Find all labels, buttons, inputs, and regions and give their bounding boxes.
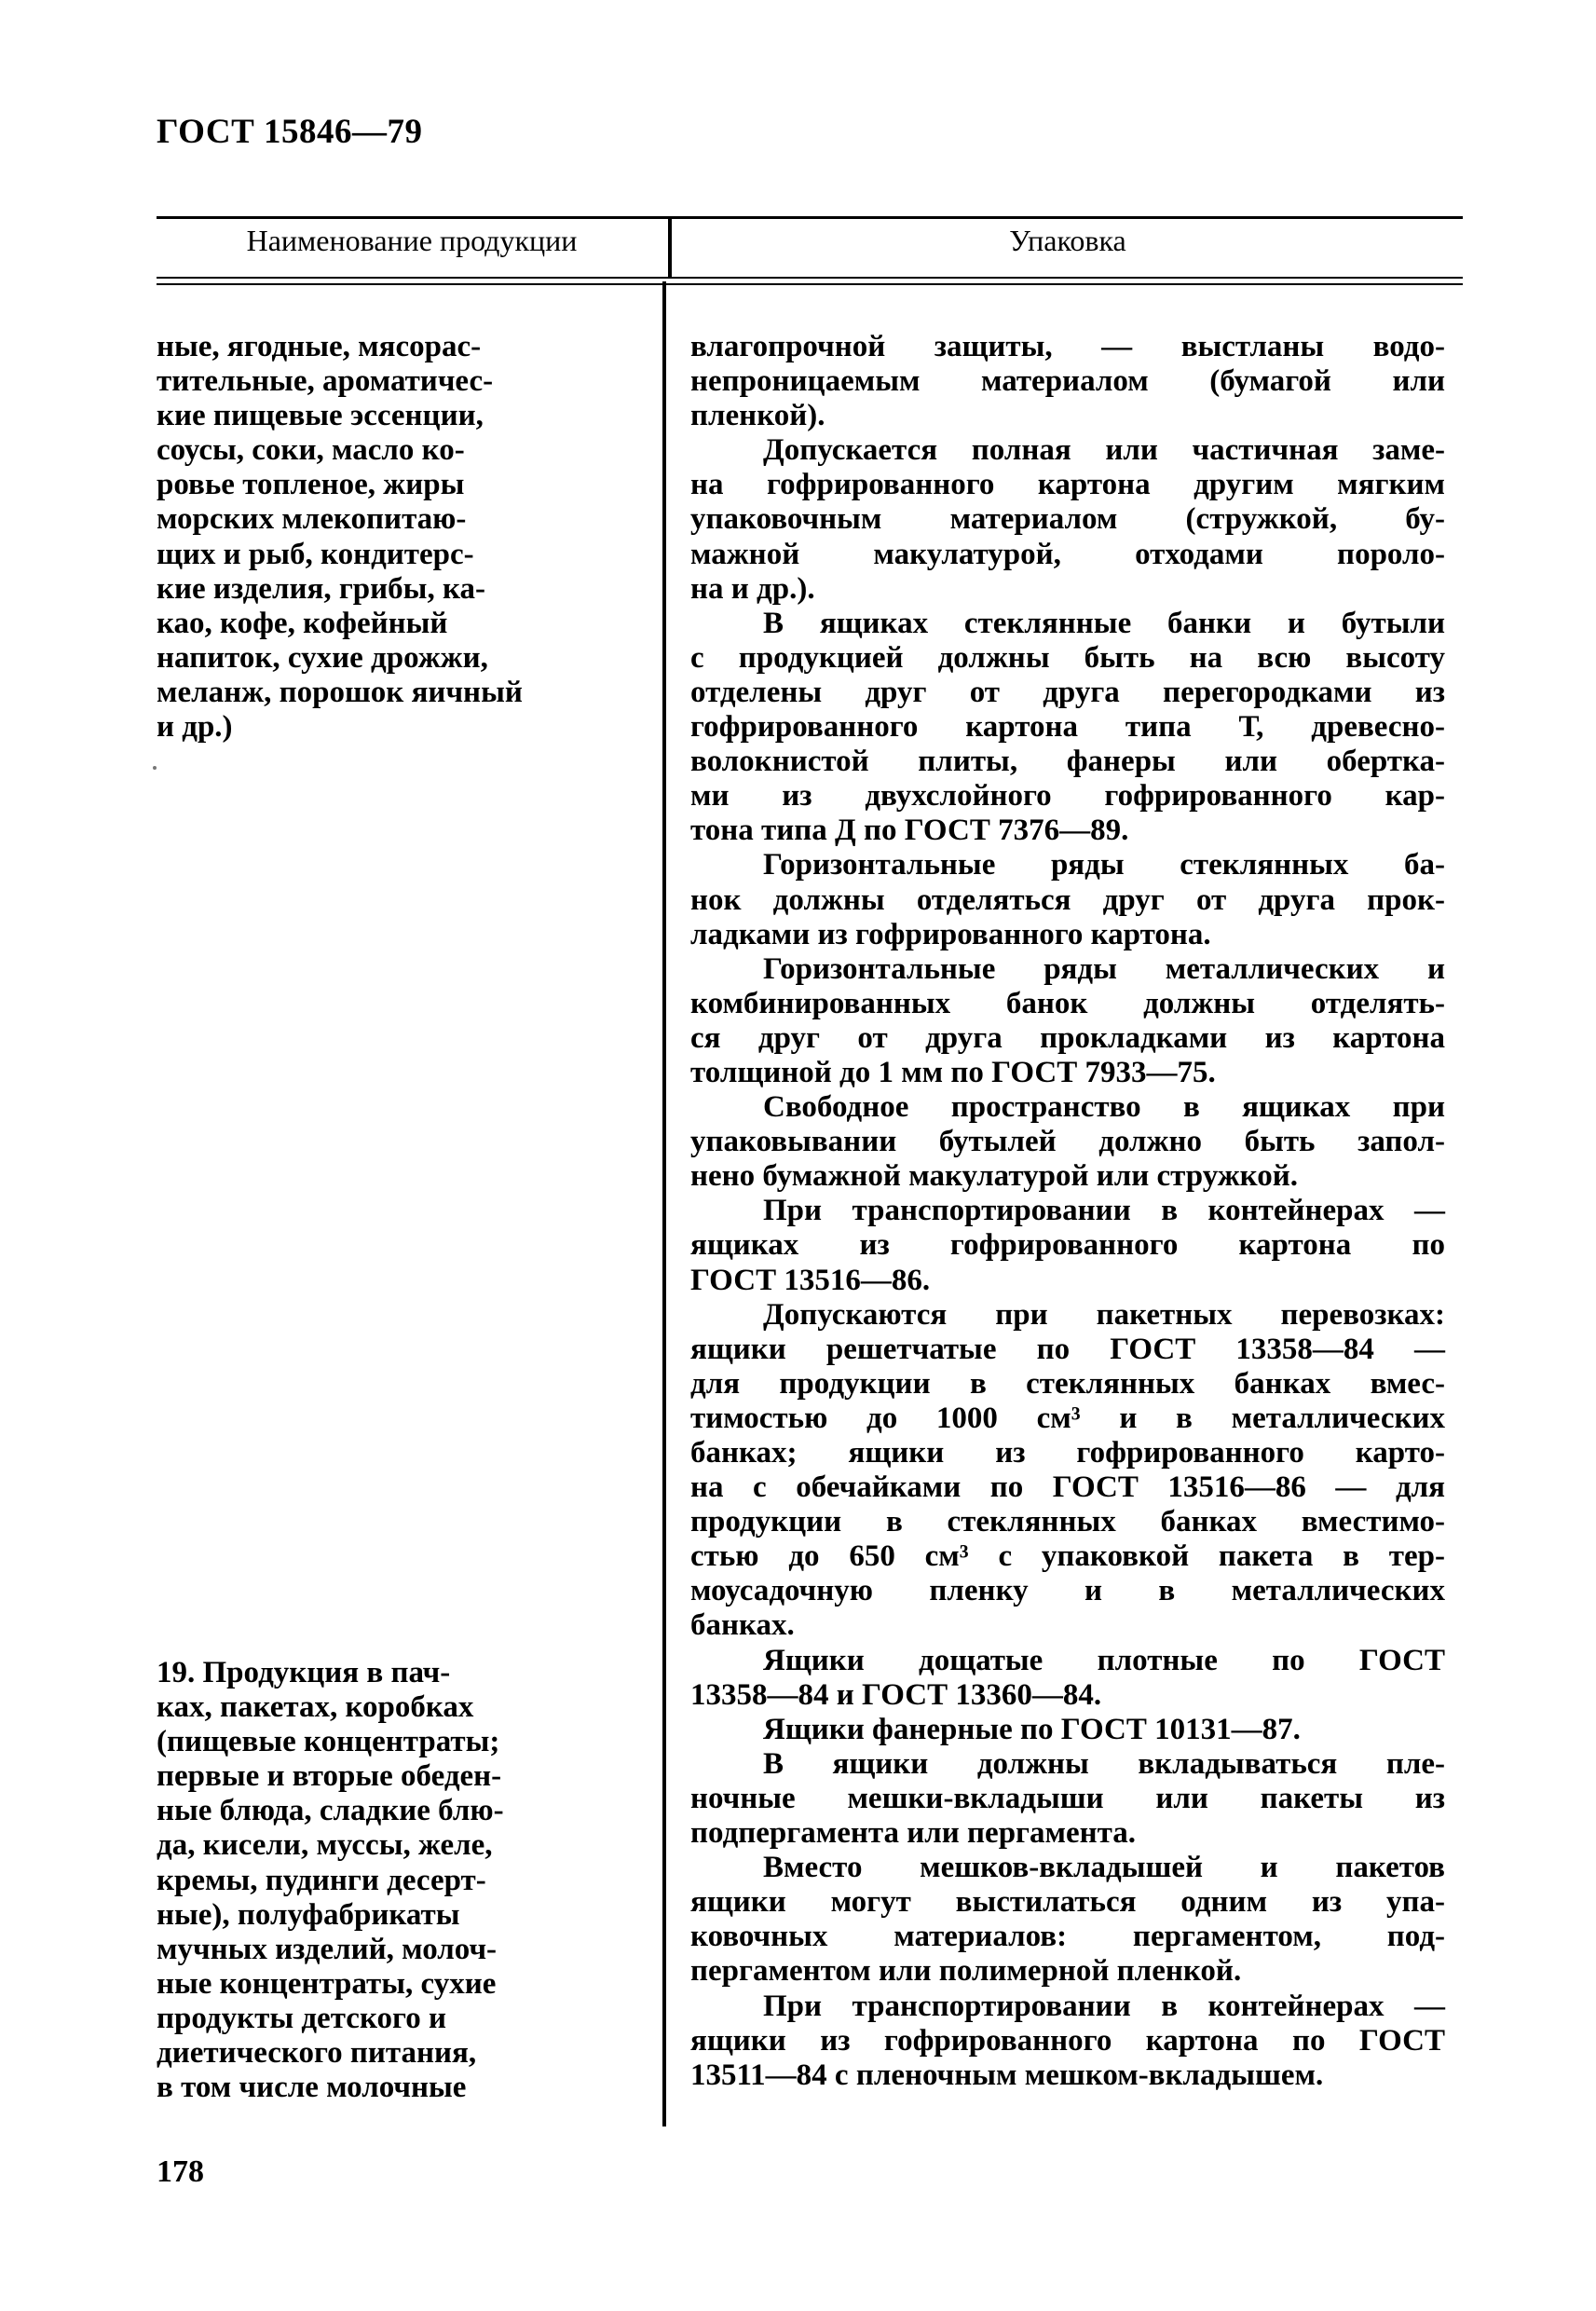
packaging-text-line: банках; ящики из гофрированного карто- [690, 1436, 1445, 1470]
packaging-text-line: При транспортировании в контейнерах — [763, 1194, 1445, 1228]
packaging-text-line: пергаментом или полимерной пленкой. [690, 1954, 1242, 1989]
packaging-text-line: толщиной до 1 мм по ГОСТ 7933—75. [690, 1055, 1216, 1089]
product-text-line: и др.) [157, 710, 233, 745]
product-text-line: морских млекопитаю- [157, 502, 467, 537]
product-text-line: ках, пакетах, коробках [157, 1690, 474, 1725]
product-text-line: щих и рыб, кондитерс- [157, 537, 474, 571]
product-text-line: мучных изделий, молоч- [157, 1932, 498, 1966]
product-text-line: ные, ягодные, мясорас- [157, 330, 482, 363]
packaging-text-line: ящики могут выстилаться одним из упа- [690, 1885, 1445, 1920]
packaging-text-line: продукции в стеклянных банках вместимо- [690, 1505, 1445, 1539]
product-cell-continued [157, 330, 602, 745]
product-text-line: кремы, пудинги десерт- [157, 1863, 486, 1897]
packaging-text-line: на и др.). [690, 571, 815, 606]
packaging-text-line: на гофрированного картона другим мягким [690, 468, 1445, 502]
packaging-text-line: пленкой). [690, 399, 825, 433]
product-text-line: кие пищевые эссенции, [157, 399, 484, 433]
packaging-text-line: тона типа Д по ГОСТ 7376—89. [690, 814, 1129, 848]
packaging-text-line: ящиках из гофрированного картона по [690, 1228, 1445, 1263]
product-text-line: ные блюда, сладкие блю- [157, 1794, 504, 1828]
packaging-text-line: тимостью до 1000 см³ и в металлических [690, 1401, 1445, 1435]
packaging-text-line: Свободное пространство в ящиках при [763, 1090, 1445, 1125]
packaging-text-line: мажной макулатурой, отходами пороло- [690, 537, 1445, 571]
packaging-text-line: нок должны отделяться друг от друга прок- [690, 882, 1445, 917]
packaging-text-line: ся друг от друга прокладками из картона [690, 1020, 1445, 1055]
packaging-text-line: банках. [690, 1608, 795, 1643]
packaging-text-line: 13358—84 и ГОСТ 13360—84. [690, 1677, 1102, 1712]
packaging-text-line: Горизонтальные ряды стеклянных ба- [763, 848, 1445, 882]
product-text-line: кие изделия, грибы, ка- [157, 571, 485, 606]
packaging-text-line: Ящики дощатые плотные по ГОСТ [763, 1643, 1445, 1677]
document-header: ГОСТ 15846—79 [157, 113, 423, 151]
product-text-line: меланж, порошок яичный [157, 675, 523, 709]
scan-speck [153, 766, 157, 770]
packaging-text-line: ночные мешки-вкладыши или пакеты из [690, 1781, 1445, 1815]
packaging-text-line: ми из двухслойного гофрированного кар- [690, 779, 1445, 814]
product-text-line: напиток, сухие дрожжи, [157, 640, 488, 675]
packaging-text-line: волокнистой плиты, фанеры или обертка- [690, 745, 1445, 779]
packaging-text-line: В ящики должны вкладываться пле- [763, 1746, 1445, 1781]
header-column-divider [668, 218, 672, 278]
product-text-line: первые и вторые обеден- [157, 1759, 502, 1794]
product-text-line: соусы, соки, масло ко- [157, 433, 465, 468]
column-header-product-name: Наименование продукции [246, 224, 578, 257]
packaging-text-line: подпергамента или пергамента. [690, 1816, 1137, 1851]
packaging-text-line: ящики из гофрированного картона по ГОСТ [690, 2023, 1445, 2058]
packaging-text-line: комбинированных банок должны отделять- [690, 986, 1445, 1020]
packaging-text-line: гофрированного картона типа Т, древесно- [690, 710, 1445, 745]
page-number: 178 [157, 2154, 204, 2189]
table-top-rule [157, 216, 1463, 219]
packaging-text-line: нено бумажной макулатурой или стружкой. [690, 1159, 1299, 1194]
packaging-cell [690, 330, 1445, 2093]
packaging-text-line: ГОСТ 13516—86. [690, 1263, 931, 1297]
packaging-text-line: ящики решетчатые по ГОСТ 13358—84 — [690, 1332, 1445, 1366]
packaging-text-line: с продукцией должны быть на всю высоту [690, 640, 1445, 675]
packaging-text-line: на с обечайками по ГОСТ 13516—86 — для [690, 1470, 1445, 1505]
packaging-text-line: для продукции в стеклянных банках вмес- [690, 1366, 1445, 1401]
product-cell-item-19 [157, 1656, 602, 2105]
product-text-line: тительные, ароматичес- [157, 364, 494, 399]
product-text-line: в том числе молочные [157, 2071, 467, 2105]
packaging-text-line: Вместо мешков-вкладышей и пакетов [763, 1851, 1445, 1885]
packaging-text-line: Допускается полная или частичная заме- [763, 433, 1445, 468]
packaging-text-line: ладками из гофрированного картона. [690, 917, 1211, 951]
packaging-text-line: При транспортировании в контейнерах — [763, 1989, 1445, 2023]
product-text-line: као, кофе, кофейный [157, 606, 448, 640]
packaging-text-line: влагопрочной защиты, — выстланы водо- [690, 330, 1445, 363]
packaging-text-line: упаковочным материалом (стружкой, бу- [690, 502, 1445, 537]
header-double-rule [157, 277, 1463, 285]
body-column-divider [662, 281, 666, 2126]
packaging-text-line: ковочных материалов: пергаментом, под- [690, 1920, 1445, 1954]
product-text-line: ные концентраты, сухие [157, 1966, 497, 2001]
column-header-packaging: Упаковка [1009, 224, 1126, 257]
packaging-text-line: Ящики фанерные по ГОСТ 10131—87. [763, 1712, 1301, 1746]
product-text-line: 19. Продукция в пач- [157, 1656, 451, 1689]
packaging-text-line: моусадочную пленку и в металлических [690, 1574, 1445, 1608]
product-text-line: диетического питания, [157, 2036, 477, 2071]
product-text-line: ровье топленое, жиры [157, 468, 465, 502]
packaging-text-line: 13511—84 с пленочным мешком-вкладышем. [690, 2058, 1324, 2092]
product-text-line: (пищевые концентраты; [157, 1725, 500, 1759]
packaging-text-line: непроницаемым материалом (бумагой или [690, 364, 1445, 399]
product-text-line: да, кисели, муссы, желе, [157, 1828, 493, 1863]
packaging-text-line: отделены друг от друга перегородками из [690, 675, 1445, 709]
packaging-text-line: В ящиках стеклянные банки и бутыли [763, 606, 1445, 640]
product-text-line: продукты детского и [157, 2001, 446, 2035]
packaging-text-line: Горизонтальные ряды металлических и [763, 951, 1445, 986]
packaging-text-line: Допускаются при пакетных перевозках: [763, 1297, 1445, 1332]
packaging-text-line: стью до 650 см³ с упаковкой пакета в тер- [690, 1539, 1445, 1574]
packaging-text-line: упаковывании бутылей должно быть запол- [690, 1125, 1445, 1159]
product-text-line: ные), полуфабрикаты [157, 1897, 460, 1932]
